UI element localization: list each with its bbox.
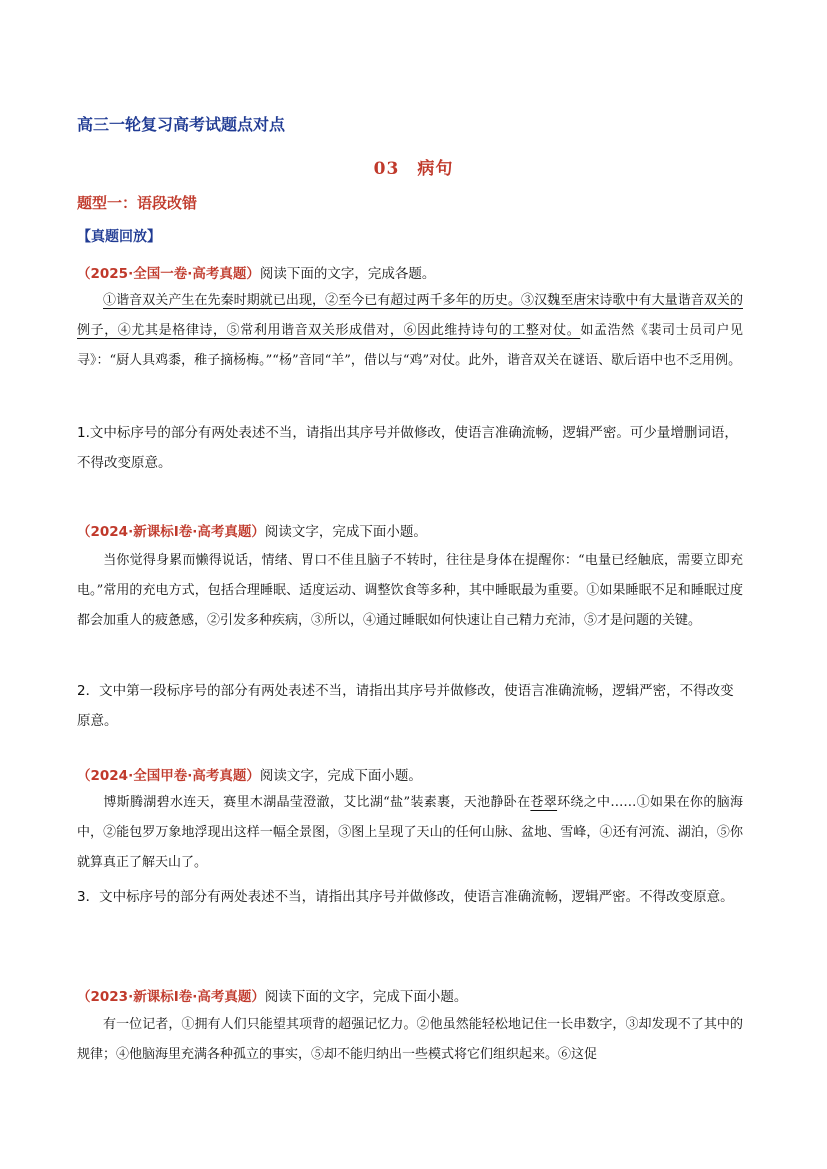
q4-source	[77, 985, 467, 1005]
q2-source-tag: （2024·新课标Ⅰ卷·高考真题）	[77, 524, 265, 540]
doc-title	[0, 154, 827, 179]
q4-passage	[77, 1010, 743, 1070]
q4-source-text: 阅读下面的文字，完成下面小题。	[264, 989, 468, 1005]
q2-question: 2．文中第一段标序号的部分有两处表述不当，请指出其序号并做修改，使语言准确流畅，逻辑严密，不得改变原意。	[77, 683, 734, 729]
q1-passage	[77, 286, 743, 376]
q3-passage	[77, 788, 743, 878]
q1-source-text: 阅读下面的文字，完成各题。	[259, 266, 436, 282]
q3-source-tag: （2024·全国甲卷·高考真题）	[77, 768, 260, 784]
doc-number: 03	[373, 159, 400, 179]
q1-passage-underlined: ①谐音双关产生在先秦时期就已出现，②至今已有超过两千多年的历史。③汉魏至唐宋诗歌中有大量谐音双关的例子，④尤其是格律诗，⑤常利用谐音双关形成借对，⑥因此维持诗句的工整对仗。	[77, 293, 743, 338]
section-heading: 题型一：语段改错	[77, 194, 198, 212]
q4-passage-text: 有一位记者，①拥有人们只能望其项背的超强记忆力。②他虽然能轻松地记住一长串数字，③却发现不了其中的规律；④他脑海里充满各种孤立的事实，⑤却不能归纳出一些模式将它们组织起来。⑥这促	[77, 1017, 743, 1062]
q3-source	[77, 764, 422, 784]
q2-passage	[77, 546, 743, 636]
header-title: 高三一轮复习高考试题点对点	[77, 115, 286, 134]
q3-passage-underlined: 苍翠	[530, 795, 558, 810]
q1-source-tag: （2025·全国一卷·高考真题）	[77, 266, 260, 282]
doc-title-text: 病句	[417, 159, 454, 179]
q2-source-text: 阅读文字，完成下面小题。	[264, 524, 427, 540]
q1-passage-rest: 如孟浩然《裴司士员司户见寻》：“厨人具鸡黍，稚子摘杨梅。”“杨”音同“羊”，借以与“鸡”对仗。此外，谐音双关在谜语、歇后语中也不乏用例。	[77, 323, 743, 368]
q2-source	[77, 520, 427, 540]
subsection-heading: 【真题回放】	[77, 229, 161, 245]
q3-passage-after: 环绕之中……①如果在你的脑海中，②能包罗万象地浮现出这样一幅全景图，③图上呈现了天山的任何山脉、盆地、雪峰，④还有河流、湖泊，⑤你就算真正了解天山了。	[77, 795, 743, 870]
q1-question: 1.文中标序号的部分有两处表述不当，请指出其序号并做修改，使语言准确流畅，逻辑严密。可少量增删词语，不得改变原意。	[77, 425, 738, 471]
q2-passage-text: 当你觉得身累而懒得说话，情绪、胃口不佳且脑子不转时，往往是身体在提醒你：“电量已经触底，需要立即充电。”常用的充电方式，包括合理睡眠、适度运动、调整饮食等多种，其中睡眠最为重要。①如果睡眠不足和睡眠过度都会加重人的疲惫感，②引发多种疾病，③所以，④通过睡眠如何快速让自己精力充沛，⑤才是问题的关键。	[77, 553, 743, 628]
q3-source-text: 阅读文字，完成下面小题。	[259, 768, 422, 784]
q3-question: 3．文中标序号的部分有两处表述不当，请指出其序号并做修改，使语言准确流畅，逻辑严密。不得改变原意。	[77, 889, 734, 905]
q1-source	[77, 262, 435, 282]
q3-passage-before: 博斯腾湖碧水连天，赛里木湖晶莹澄澈，艾比湖“盐”装素裹，天池静卧在	[103, 795, 531, 810]
q4-source-tag: （2023·新课标Ⅰ卷·高考真题）	[77, 989, 265, 1005]
